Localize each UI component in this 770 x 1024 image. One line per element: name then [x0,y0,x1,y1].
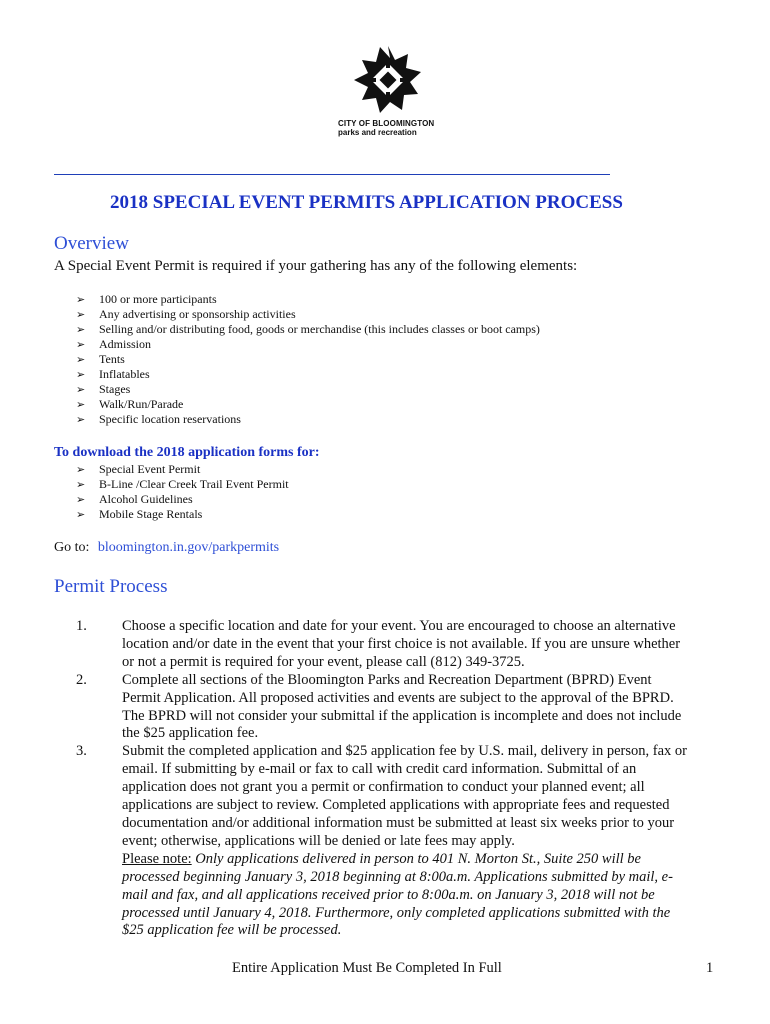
list-item: ➢ Selling and/or distributing food, goods or merchandise (this includes classes or boot camps) [76,322,540,336]
step-number: 3. [76,743,87,760]
overview-intro: A Special Event Permit is required if your gathering has any of the following elements: [54,258,578,274]
arrow-bullet-icon: ➢ [76,398,86,411]
step-number: 2. [76,671,87,688]
arrow-bullet-icon: ➢ [76,353,86,366]
forms-list [76,462,289,522]
page-footer: Entire Application Must Be Completed In Full [232,960,502,976]
arrow-bullet-icon: ➢ [76,293,86,306]
step-3: 3. Submit the completed application and $25 application fee by U.S. mail, delivery in person, fax or email. If submitting by e-mail or fax to call with credit card information. Submittal of an application does not grant you a permit or confirmation to conduct your planned event; all applications are subject to review. Completed applications with appropriate fees and requested documentation and/or additional information must be submitted at least six weeks prior to your event; otherwise, applications will be denied or late fees may apply. Please note: Only applications delivered in person to 401 N. Morton St., Suite 250 will be processed beginning January 3, 2018 beginning at 8:00a.m. Applications submitted by mail, e- mail and fax, and all applications received prior to 8:00a.m. on January 3, 2018 will not be processed until January 4, 2018. Furthermore, only completed applications submitted with the $25 application fee will be processed. [54,743,724,940]
goto-line [54,540,279,556]
arrow-bullet-icon: ➢ [76,478,86,491]
arrow-bullet-icon: ➢ [76,308,86,321]
permit-steps [54,618,724,940]
list-item: ➢ Any advertising or sponsorship activities [76,307,296,321]
arrow-bullet-icon: ➢ [76,508,86,521]
page-number: 1 [706,960,714,976]
arrow-bullet-icon: ➢ [76,323,86,336]
logo-city-name: CITY OF BLOOMINGTON [338,119,435,128]
arrow-bullet-icon: ➢ [76,413,86,426]
snowflake-star-logo-icon [352,44,424,116]
page-title: 2018 SPECIAL EVENT PERMITS APPLICATION PROCESS [110,192,623,213]
overview-heading: Overview [54,233,129,254]
elements-list [76,292,540,427]
step-number: 1. [76,618,87,634]
list-item: ➢ Admission [76,337,152,351]
note-label: Please note: [122,850,192,867]
title-divider [54,174,610,175]
arrow-bullet-icon: ➢ [76,463,86,476]
please-note: Please note: Only applications delivered in person to 401 N. Morton St., Suite 250 will be [122,850,641,867]
list-item: ➢ B-Line /Clear Creek Trail Event Permit [76,477,289,491]
list-item: ➢ Specific location reservations [76,412,241,426]
goto-label: Go to: [54,540,90,555]
list-item: ➢ Alcohol Guidelines [76,492,193,506]
step-2: 2. Complete all sections of the Bloomington Parks and Recreation Department (BPRD) Event Permit Application. All proposed activities and events are subject to the approval of the BPRD. The BPRD will not consider your submittal if the application is incomplete and does not include the $25 application fee. [76,671,682,742]
list-item: ➢ Special Event Permit [76,462,201,476]
arrow-bullet-icon: ➢ [76,338,86,351]
step-1: 1. Choose a specific location and date for your event. You are encouraged to choose an alternative location and/or date in the event that your first choice is not available. If you are unsure whether or not a permit is required for your event, please call (812) 349-3725. [76,618,681,670]
arrow-bullet-icon: ➢ [76,493,86,506]
permit-process-heading: Permit Process [54,576,168,597]
list-item: ➢ Stages [76,382,131,396]
list-item: ➢ 100 or more participants [76,292,217,306]
list-item: ➢ Tents [76,352,125,366]
list-item: ➢ Mobile Stage Rentals [76,507,203,521]
list-item: ➢ Inflatables [76,367,150,381]
arrow-bullet-icon: ➢ [76,368,86,381]
arrow-bullet-icon: ➢ [76,383,86,396]
list-item: ➢ Walk/Run/Parade [76,397,184,411]
download-heading: To download the 2018 application forms for: [54,445,320,460]
logo-department-name: parks and recreation [338,128,417,137]
parkpermits-link[interactable]: bloomington.in.gov/parkpermits [97,540,280,555]
